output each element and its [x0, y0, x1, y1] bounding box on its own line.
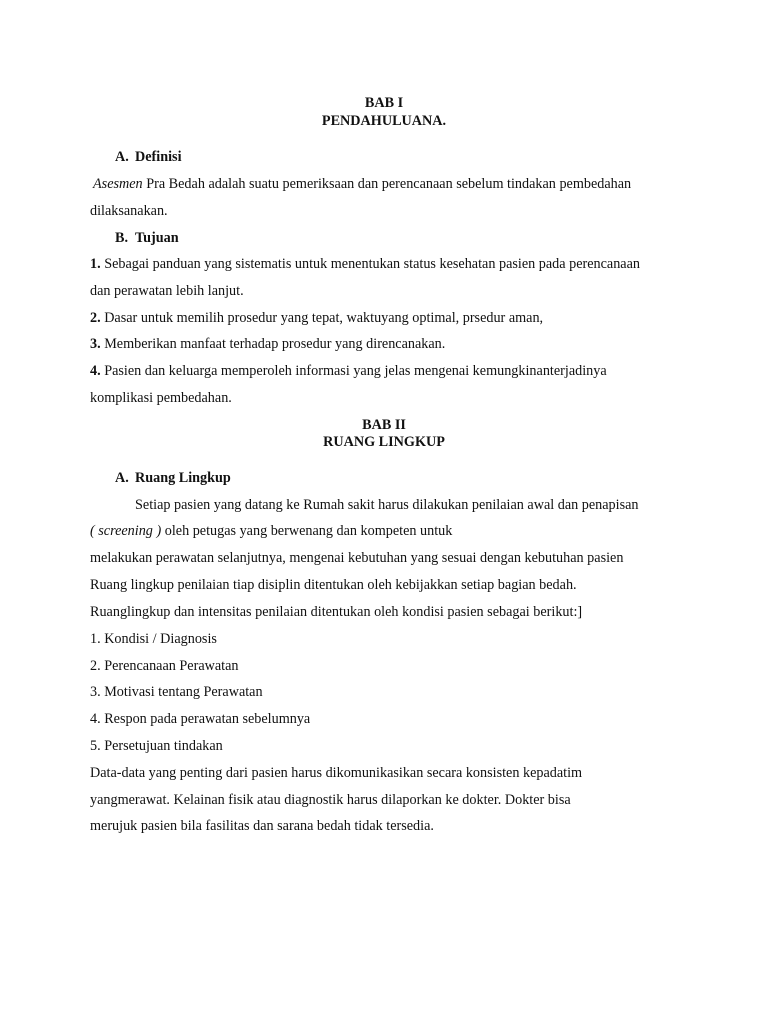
section-title: Tujuan [135, 230, 179, 246]
definisi-paragraph-line2: dilaksanakan. [90, 203, 168, 219]
item-number: 3. [90, 336, 101, 352]
ruang-lingkup-para-line1: Setiap pasien yang datang ke Rumah sakit harus dilakukan penilaian awal dan penapisan [135, 497, 639, 513]
list-item: 2. Perencanaan Perawatan [90, 658, 239, 674]
section-number: A. [115, 470, 129, 486]
text-run: Pra Bedah adalah suatu pemeriksaan dan perencanaan sebelum tindakan pembedahan [142, 176, 632, 192]
section-title: Definisi [135, 149, 182, 165]
tujuan-item-1-line1 [90, 255, 640, 273]
ruang-lingkup-para-line5: Ruanglingkup dan intensitas penilaian ditentukan oleh kondisi pasien sebagai berikut:] [90, 604, 583, 620]
section-tujuan-heading [115, 229, 179, 247]
definisi-paragraph-line1 [93, 175, 631, 193]
tujuan-item-2 [90, 309, 543, 327]
section-definisi-heading [115, 148, 182, 166]
tujuan-item-1-line2: dan perawatan lebih lanjut. [90, 283, 244, 299]
text-run: Memberikan manfaat terhadap prosedur yang direncanakan. [100, 336, 446, 352]
tujuan-item-3 [90, 335, 445, 353]
list-item: 1. Kondisi / Diagnosis [90, 631, 217, 647]
closing-paragraph-line1: Data-data yang penting dari pasien harus dikomunikasikan secara konsisten kepadatim [90, 765, 583, 781]
text-run: Dasar untuk memilih prosedur yang tepat, waktuyang optimal, prsedur aman, [100, 310, 544, 326]
section-title: Ruang Lingkup [135, 470, 231, 486]
item-number: 1. [90, 256, 101, 272]
ruang-lingkup-para-line2 [90, 522, 452, 540]
closing-paragraph-line3: merujuk pasien bila fasilitas dan sarana bedah tidak tersedia. [90, 818, 434, 834]
bab1-title: BAB I [364, 95, 404, 111]
list-item: 3. Motivasi tentang Perawatan [90, 684, 263, 700]
list-item: 5. Persetujuan tindakan [90, 738, 223, 754]
bab1-subtitle: PENDAHULUANA. [321, 113, 447, 129]
item-number: 4. [90, 363, 101, 379]
item-number: 2. [90, 310, 101, 326]
italic-term: Asesmen [93, 176, 143, 192]
ruang-lingkup-para-line4: Ruang lingkup penilaian tiap disiplin ditentukan oleh kebijakkan setiap bagian bedah. [90, 577, 577, 593]
tujuan-item-4-line1 [90, 362, 607, 380]
list-item: 4. Respon pada perawatan sebelumnya [90, 711, 311, 727]
section-number: A. [115, 149, 129, 165]
bab2-title: BAB II [362, 417, 406, 433]
text-run: Sebagai panduan yang sistematis untuk menentukan status kesehatan pasien pada perencanaan [100, 256, 640, 272]
text-run: Pasien dan keluarga memperoleh informasi yang jelas mengenai kemungkinanterjadinya [100, 363, 607, 379]
section-number: B. [115, 230, 129, 246]
bab2-subtitle: RUANG LINGKUP [323, 434, 445, 450]
text-run: oleh petugas yang berwenang dan kompeten untuk [161, 523, 453, 539]
italic-term: ( screening ) [90, 523, 162, 539]
ruang-lingkup-para-line3: melakukan perawatan selanjutnya, mengenai kebutuhan yang sesuai dengan kebutuhan pasien [90, 550, 624, 566]
closing-paragraph-line2: yangmerawat. Kelainan fisik atau diagnostik harus dilaporkan ke dokter. Dokter bisa [90, 792, 571, 808]
tujuan-item-4-line2: komplikasi pembedahan. [90, 390, 232, 406]
section-ruang-lingkup-heading [115, 469, 231, 487]
